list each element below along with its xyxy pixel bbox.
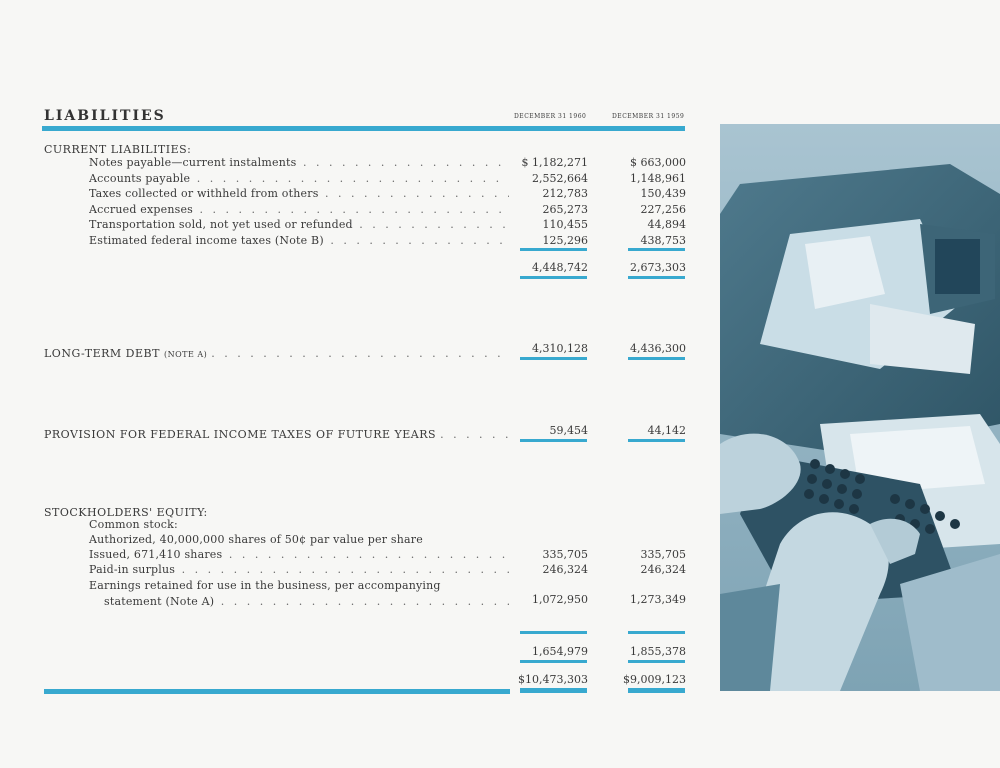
long-term-rule-1959 xyxy=(628,357,685,360)
grand-total-1960: $10,473,303 xyxy=(518,673,588,686)
equity-heading: STOCKHOLDERS' EQUITY: xyxy=(44,506,208,519)
current-row-1960: 110,455 xyxy=(542,218,588,231)
earnings-statement-label: statement (Note A) . . . xyxy=(104,595,509,608)
provision-rule-1960 xyxy=(520,439,587,442)
current-row-1960: 125,296 xyxy=(542,234,588,247)
page-title: LIABILITIES xyxy=(44,108,166,124)
current-row-1960: 265,273 xyxy=(542,203,588,216)
current-row-label: Accrued expenses . . . xyxy=(89,203,509,216)
equity-total-1960: 1,654,979 xyxy=(532,645,588,658)
typing-machine-photo xyxy=(720,124,1000,691)
subtotal-rule-1960 xyxy=(520,248,587,251)
current-row-1960: 2,552,664 xyxy=(532,172,588,185)
common-stock-label: Common stock: xyxy=(89,518,178,531)
current-total-1959: 2,673,303 xyxy=(630,261,686,274)
current-row-1959: 1,148,961 xyxy=(630,172,686,185)
earnings-retained-label: Earnings retained for use in the business, per accompanying xyxy=(89,579,441,592)
total-rule-1959 xyxy=(628,276,685,279)
current-total-1960: 4,448,742 xyxy=(532,261,588,274)
long-term-debt-label: LONG-TERM DEBT (NOTE A) . . . xyxy=(44,347,510,360)
grand-total-1959: $9,009,123 xyxy=(623,673,686,686)
current-row-1959: 44,894 xyxy=(647,218,686,231)
column-header-1960: DECEMBER 31 1960 xyxy=(514,113,587,120)
current-row-label: Transportation sold, not yet used or refunded . . . xyxy=(89,218,509,231)
current-row-1960: 212,783 xyxy=(542,187,588,200)
equity-rule-1960 xyxy=(520,631,587,634)
equity-rule-1959 xyxy=(628,631,685,634)
current-row-label: Taxes collected or withheld from others . . . xyxy=(89,187,509,200)
current-row-1959: 150,439 xyxy=(640,187,686,200)
current-liabilities-heading: CURRENT LIABILITIES: xyxy=(44,143,192,156)
provision-1960: 59,454 xyxy=(549,424,588,437)
earnings-retained-1959: 1,273,349 xyxy=(630,593,686,606)
issued-shares-1960: 335,705 xyxy=(542,548,588,561)
long-term-debt-1960: 4,310,128 xyxy=(532,342,588,355)
long-term-rule-1960 xyxy=(520,357,587,360)
paid-in-surplus-label: Paid-in surplus . . . xyxy=(89,563,509,576)
bottom-rule-left xyxy=(44,689,510,694)
earnings-retained-1960: 1,072,950 xyxy=(532,593,588,606)
current-row-1959: 438,753 xyxy=(640,234,686,247)
paid-in-surplus-1959: 246,324 xyxy=(640,563,686,576)
photo-illustration xyxy=(720,124,1000,691)
provision-rule-1959 xyxy=(628,439,685,442)
current-row-1959: 227,256 xyxy=(640,203,686,216)
total-rule-1960 xyxy=(520,276,587,279)
grand-total-rule-1960 xyxy=(520,688,587,693)
column-header-1959: DECEMBER 31 1959 xyxy=(612,113,685,120)
long-term-debt-1959: 4,436,300 xyxy=(630,342,686,355)
issued-shares-label: Issued, 671,410 shares . . . xyxy=(89,548,509,561)
equity-total-rule-1960 xyxy=(520,660,587,663)
subtotal-rule-1959 xyxy=(628,248,685,251)
issued-shares-1959: 335,705 xyxy=(640,548,686,561)
provision-1959: 44,142 xyxy=(647,424,686,437)
current-row-label: Notes payable—current instalments . . . xyxy=(89,156,509,169)
current-row-label: Accounts payable . . . xyxy=(89,172,509,185)
header-rule xyxy=(42,126,685,131)
grand-total-rule-1959 xyxy=(628,688,685,693)
current-row-1959: $ 663,000 xyxy=(630,156,686,169)
provision-label: PROVISION FOR FEDERAL INCOME TAXES OF FUTURE YEARS . . . xyxy=(44,428,510,441)
equity-total-rule-1959 xyxy=(628,660,685,663)
authorized-shares-label: Authorized, 40,000,000 shares of 50¢ par value per share xyxy=(89,533,423,546)
current-row-1960: $ 1,182,271 xyxy=(521,156,588,169)
current-row-label: Estimated federal income taxes (Note B) . . . xyxy=(89,234,509,247)
long-term-note: (NOTE A) xyxy=(163,350,208,359)
paid-in-surplus-1960: 246,324 xyxy=(542,563,588,576)
equity-total-1959: 1,855,378 xyxy=(630,645,686,658)
